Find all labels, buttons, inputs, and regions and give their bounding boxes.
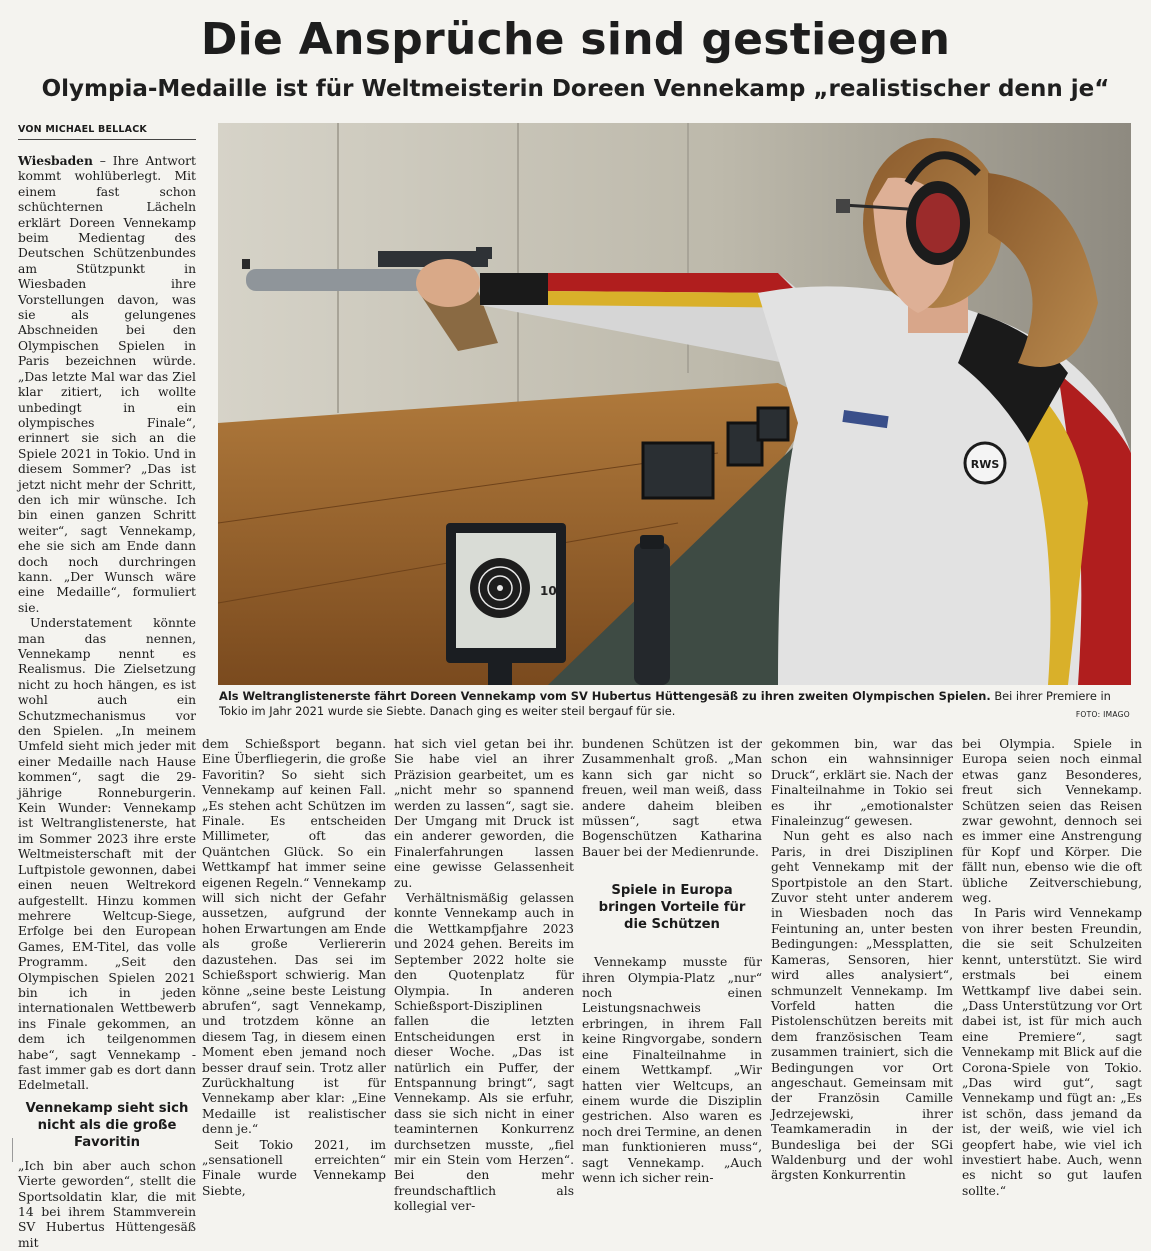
paragraph: bei Olympia. Spiele in Europa seien noch einmal etwas ganz Besonderes, freut sich Vennekamp. Schützen seien das Reisen zwar gewohnt, dennoch sei es immer eine Anstrengung für Kopf und Körper. Die fällt nun, ebenso wie die oft übliche Zeitverschiebung, weg. [962, 737, 1142, 906]
paragraph: gekommen bin, war das schon ein wahnsinniger Druck“, erklärt sie. Nach der Finalteilnahme in Tokio sei es ihr „emotionalster Finaleinzug“ gewesen. [771, 737, 953, 829]
photo-credit: FOTO: IMAGO [1075, 710, 1130, 719]
paragraph: Vennekamp musste für ihren Olympia-Platz „nur“ noch einen Leistungsnachweis erbringen, in ihrem Fall keine Ringvorgabe, sondern eine Finalteilnahme in einem Wettkampf. „Wir hatten vier Weltcups, an einem wurde die Disziplin gestrichen. Also waren es noch drei Termine, an denen man funktionieren muss“, sagt Vennekamp. „Auch wenn ich sicher rein- [582, 955, 762, 1185]
paragraph-text: – Ihre Antwort kommt wohlüberlegt. Mit einem fast schon schüchternen Lächeln erklärt Doreen Vennekamp beim Medientag des Deutschen Schützenbundes am Stützpunkt in Wiesbaden ihre Vorstellungen davon, was sie als gelungenes Abschneiden bei den Olympischen Spielen in Paris bezeichnen würde. „Das letzte Mal war das Ziel klar zitiert, ich wollte unbedingt in ein olympisches Finale“, erinnert sie sich an die Spiele 2021 in Tokio. Und in diesem Sommer? „Das ist jetzt nicht mehr der Schritt, den ich mir wünsche. Ich bin einen ganzen Schritt weiter“, sagt Vennekamp, ehe sie sich am Ende dann doch noch durchringen kann. „Der Wunsch wäre eine Medaille“, formuliert sie. [18, 154, 196, 615]
article-column-6 [962, 737, 1142, 1199]
paragraph: Verhältnismäßig gelassen konnte Vennekamp auch in die Wettkampfjahre 2023 und 2024 gehen. Bereits im September 2022 holte sie den Quotenplatz für Olympia. In anderen Schießsport-Disziplinen fallen die letzten Entscheidungen erst in dieser Woche. „Das ist natürlich ein Puffer, der Entspannung bringt“, sagt Vennekamp. Als sie erfuhr, dass sie sich nicht in einer teaminternen Konkurrenz durchsetzen musste, „fiel mir ein Stein vom Herzen“. Bei den mehr freundschaftlich als kollegial ver- [394, 891, 574, 1214]
paragraph: Understatement könnte man das nennen, Vennekamp nennt es Realismus. Die Zielsetzung nicht zu hoch hängen, es ist wohl auch ein Schutzmechanismus vor den Spielen. „In meinem Umfeld sieht mich jeder mit einer Medaille nach Hause kommen“, sagt die 29-jährige Ronneburgerin. Kein Wunder: Vennekamp ist Weltranglistenerste, hat im Sommer 2023 ihre erste Weltmeisterschaft mit der Luftpistole gewonnen, dabei einen neuen Weltrekord aufgestellt. Hinzu kommen mehrere Weltcup-Siege, Erfolge bei den European Games, EM-Titel, das volle Programm. „Seit den Olympischen Spielen 2021 bin ich in jeden internationalen Wettbewerb ins Finale gekommen, an dem ich teilgenommen habe“, sagt Vennekamp - fast immer gab es dort dann Edelmetall. [18, 616, 196, 1093]
target-readout: 10 [540, 584, 557, 598]
paragraph: bundenen Schützen ist der Zusammenhalt groß. „Man kann sich gar nicht so freuen, weil man weiß, dass andere daheim bleiben müssen“, sagt etwa Bogenschützen Katharina Bauer bei der Medienrunde. [582, 737, 762, 859]
headline: Die Ansprüche sind gestiegen [200, 14, 951, 65]
article-column-2 [202, 737, 386, 1199]
article-column-4 [582, 737, 762, 1186]
section-subtitle: Spiele in Europa bringen Vorteile für die Schützen [598, 883, 746, 933]
photo-illustration [218, 123, 1131, 685]
paragraph [18, 153, 196, 616]
byline: VON MICHAEL BELLACK [18, 124, 196, 140]
paragraph: Nun geht es also nach Paris, in drei Disziplinen geht Vennekamp mit der Sportpistole an den Start. Zuvor steht unter anderem in Wiesbaden noch das Feintuning an, unter besten Bedingungen: „Messplatten, Kameras, Sensoren, hier wird alles analysiert“, schmunzelt Vennekamp. Im Vorfeld hatten die Pistolenschützen bereits mit dem französischen Team zusammen trainiert, sich die Bedingungen vor Ort angeschaut. Gemeinsam mit der Französin Camille Jedrzejewski, ihrer Teamkameradin in der Bundesliga bei der SGi Waldenburg und der wohl ärgsten Konkurrentin [771, 829, 953, 1183]
dateline: Wiesbaden [18, 153, 93, 168]
paragraph: Seit Tokio 2021, im „sensationell erreichten“ Finale wurde Vennekamp Siebte, [202, 1137, 386, 1198]
section-subtitle: Vennekamp sieht sich nicht als die große Favoritin [25, 1100, 189, 1150]
column-rule [12, 1138, 13, 1162]
paragraph: „Ich bin aber auch schon Vierte geworden“, stellt die Sportsoldatin klar, die mit 14 bei ihrem Stammverein SV Hubertus Hüttengesäß mit [18, 1158, 196, 1250]
caption-lead: Als Weltranglistenerste fährt Doreen Vennekamp vom SV Hubertus Hüttengesäß zu ihren zweiten Olympischen Spielen. [219, 689, 991, 703]
subheadline: Olympia-Medaille ist für Weltmeisterin Doreen Vennekamp „realistischer denn je“ [41, 76, 1110, 102]
patch-text: RWS [970, 458, 1000, 471]
paragraph: hat sich viel getan bei ihr. Sie habe viel an ihrer Präzision gearbeitet, um es „nicht mehr so spannend werden zu lassen“, sagt sie. Der Umgang mit Druck ist ein anderer geworden, die Finalerfahrungen lassen eine gewisse Gelassenheit zu. [394, 737, 574, 890]
article-column-3 [394, 737, 574, 1215]
paragraph: In Paris wird Vennekamp von ihrer besten Freundin, die sie seit Schulzeiten kennt, unterstützt. Sie wird erstmals bei einem Wettkampf live dabei sein. „Dass Unterstützung vor Ort dabei ist, ist für mich auch eine Premiere“, sagt Vennekamp mit Blick auf die Corona-Spiele von Tokio. „Das wird gut“, sagt Vennekamp und fügt an: „Es ist schön, dass jemand da ist, der weiß, wie viel ich geopfert habe, wie viel ich investiert habe. Auch, wenn es nicht so gut laufen sollte.“ [962, 906, 1142, 1198]
paragraph: dem Schießsport begann. Eine Überfliegerin, die große Favoritin? So sieht sich Vennekamp auf keinen Fall. „Es stehen acht Schützen im Finale. Es entscheiden Millimeter, oft das Quäntchen Glück. So ein Wettkampf hat immer seine eigenen Regeln.“ Vennekamp will sich nicht der Gefahr aussetzen, aufgrund der hohen Erwartungen am Ende als große Verliererin dazustehen. Das sei im Schießsport schwierig. Man könne „seine beste Leistung abrufen“, sagt Vennekamp, und trotzdem könne an diesem Tag, in diesem einen Moment eben jemand noch besser drauf sein. Trotz aller Zurückhaltung ist für Vennekamp aber klar: „Eine Medaille ist realistischer denn je.“ [202, 737, 386, 1137]
article-column-5 [771, 737, 953, 1184]
article-photo [218, 123, 1131, 685]
caption-text: Bei ihrer Premiere in Tokio im Jahr 2021 wurde sie Siebte. Danach ging es weiter steil bergauf für sie. [219, 689, 1111, 718]
article-column-1 [18, 153, 196, 1251]
photo-caption [219, 689, 1130, 719]
